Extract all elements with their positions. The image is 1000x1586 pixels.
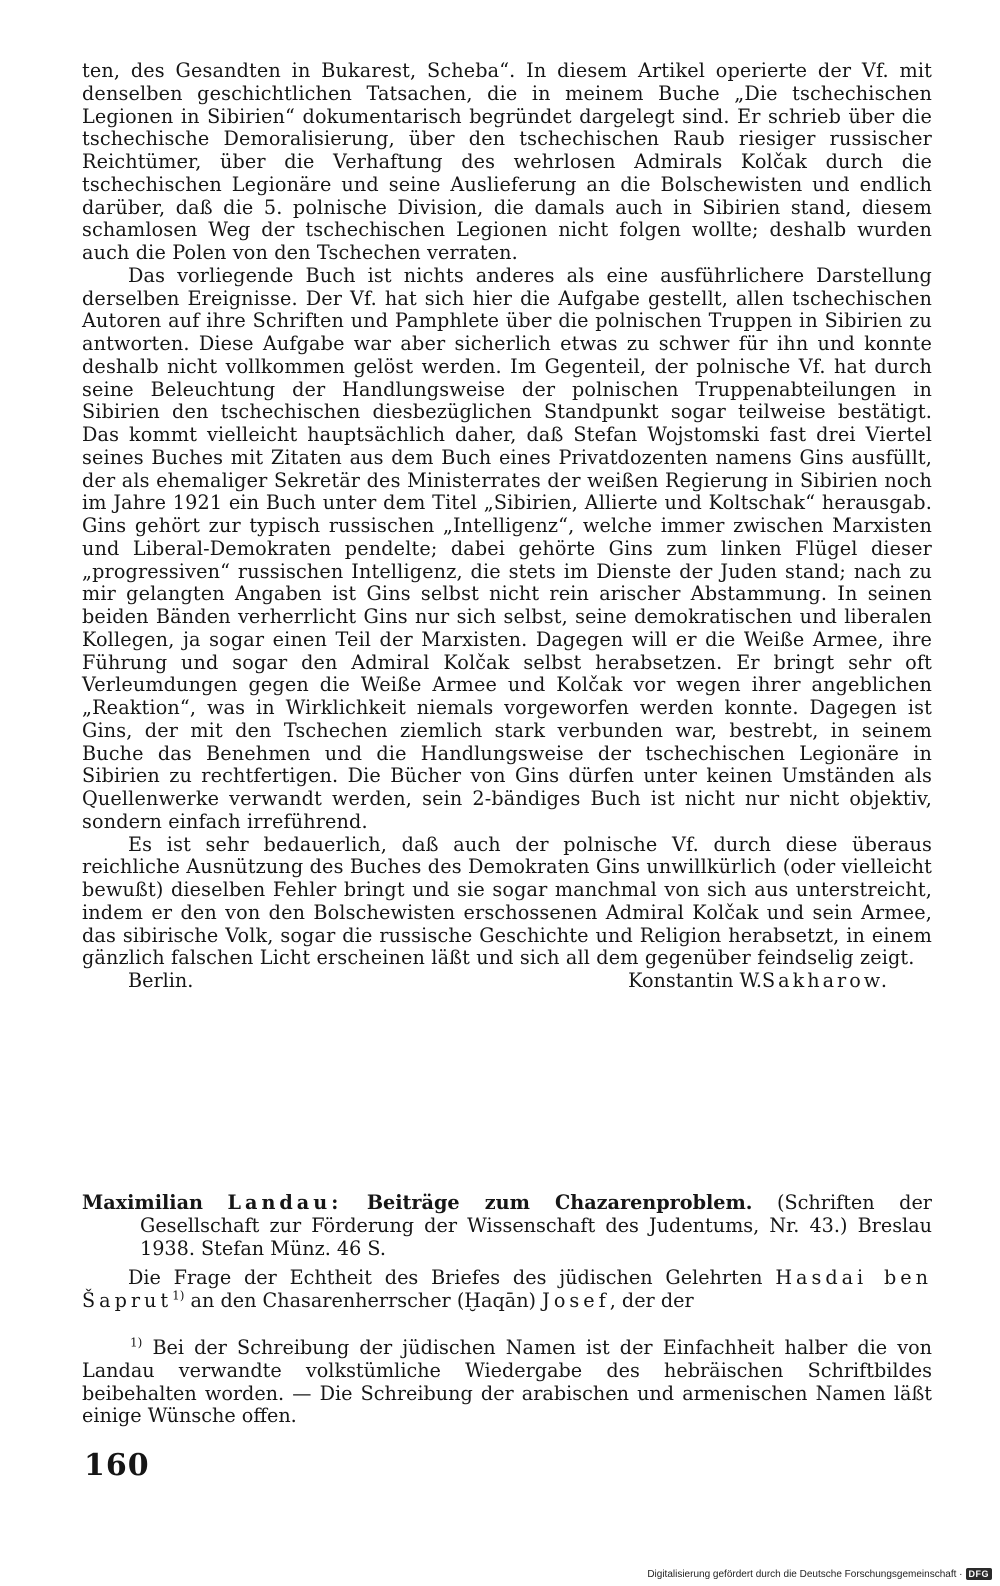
review-heading	[82, 1192, 932, 1260]
signature-place: Berlin.	[128, 969, 194, 992]
page-number: 160	[84, 1448, 150, 1483]
review-author-last: Landau:	[227, 1191, 343, 1214]
signature-last: Sakharow.	[762, 969, 890, 992]
signature-line	[82, 970, 932, 993]
review-details: (Schriften der Gesellschaft zur Förderung der Wissenschaft des Judentums, Nr. 43.) Breslau 1938. Stefan Münz. 46 S.	[140, 1191, 932, 1260]
credit-text: Digitalisierung gefördert durch die Deutsche Forschungsgemeinschaft ·	[647, 1568, 963, 1580]
review-text	[82, 1267, 932, 1313]
review-text-3: , der der	[609, 1289, 694, 1312]
dfg-logo: DFG	[966, 1568, 993, 1580]
review-author-first: Maximilian	[82, 1191, 203, 1214]
review-name-1: Hasdai ben Šaprut	[82, 1266, 932, 1312]
footnote-text: Bei der Schreibung der jüdischen Namen ist der Einfachheit halber die von Landau verwandte volkstümliche Wiedergabe des hebräischen Schriftbildes beibehalten worden. — Die Schreibung der arabischen und armenischen Namen läßt einige Wünsche offen.	[82, 1336, 932, 1428]
review-text-2: an den Chasarenherrscher (Ḫaqān)	[190, 1289, 537, 1312]
footnote-marker: 1)	[130, 1335, 143, 1350]
footnote	[82, 1337, 932, 1428]
review-title: Beiträge zum Chazarenproblem.	[366, 1191, 753, 1214]
footnote-text-block	[82, 1337, 932, 1428]
digitization-credit	[647, 1568, 992, 1580]
signature-first: Konstantin W.	[628, 969, 763, 992]
signature-author	[628, 970, 890, 993]
paragraph-3: Es ist sehr bedauerlich, daß auch der polnische Vf. durch diese überaus reichliche Ausnützung des Buches des Demokraten Gins unwillkürlich (oder vielleicht bewußt) dieselben Fehler bringt und sie sogar manchmal von sich aus unterstreicht, indem er den von den Bolschewisten erschossenen Admiral Kolčak und sein Armee, das sibirische Volk, sogar die russische Geschichte und Religion herabsetzt, in einem gänzlich falschen Licht erscheinen läßt und sich all dem gegenüber feindselig zeigt.	[82, 832, 932, 970]
review-name-2: Josef	[542, 1289, 610, 1312]
paragraph-1: ten, des Gesandten in Bukarest, Scheba“. In diesem Artikel operierte der Vf. mit denselben geschichtlichen Tatsachen, die in meinem Buche „Die tschechischen Legionen in Sibirien“ dokumentarisch begründet dargelegt sind. Er schrieb über die tschechische Demoralisierung, über den tschechischen Raub riesiger russischer Reichtümer, über die Verhaftung des wehrlosen Admirals Kolčak durch die tschechischen Legionäre und seine Auslieferung an die Bolschewisten und endlich darüber, daß die 5. polnische Division, die damals auch in Sibirien stand, diesem schamlosen Weg der tschechischen Legionen nicht folgen wollte; deshalb wurden auch die Polen von den Tschechen verraten.	[82, 59, 932, 264]
review-text-1: Die Frage der Echtheit des Briefes des jüdischen Gelehrten	[128, 1266, 763, 1290]
footnote-ref: 1)	[172, 1288, 185, 1303]
paragraph-2: Das vorliegende Buch ist nichts anderes als eine ausführlichere Darstellung derselben Ereignisse. Der Vf. hat sich hier die Aufgabe gestellt, allen tschechischen Autoren auf ihre Schriften und Pamphlete über die polnischen Truppen in Sibirien zu antworten. Diese Aufgabe war aber sicherlich etwas zu schwer für ihn und konnte deshalb nicht vollkommen gelöst werden. Im Gegenteil, der polnische Vf. hat durch seine Beleuchtung der Handlungsweise der polnischen Truppenabteilungen in Sibirien den tschechischen diesbezüglichen Standpunkt sogar teilweise bestätigt. Das kommt vielleicht hauptsächlich daher, daß Stefan Wojstomski fast drei Viertel seines Buches mit Zitaten aus dem Buch eines Privatdozenten namens Gins ausfüllt, der als ehemaliger Sekretär des Ministerrates der weißen Regierung in Sibirien noch im Jahre 1921 ein Buch unter dem Titel „Sibirien, Allierte und Koltschak“ herausgab. Gins gehört zur typisch russischen „Intelligenz“, welche immer zwischen Marxisten und Liberal-Demokraten pendelte; dabei gehörte Gins zum linken Flügel dieser „progressiven“ russischen Intelligenz, die stets im Dienste der Juden stand; nach zu mir gelangten Angaben ist Gins selbst nicht rein arischer Abstammung. In seinen beiden Bänden verherrlicht Gins nur sich selbst, seine demokratischen und liberalen Kollegen, ja sogar einen Teil der Marxisten. Dagegen will er die Weiße Armee, ihre Führung und sogar den Admiral Kolčak selbst herabsetzen. Er bringt sehr oft Verleumdungen gegen die Weiße Armee und Kolčak vor wegen ihrer angeblichen „Reaktion“, was in Wirklichkeit niemals vorgeworfen werden konnte. Dagegen ist Gins, der mit den Tschechen ziemlich stark verbunden war, bestrebt, in seinem Buche das Benehmen und die Handlungsweise der tschechischen Legionäre in Sibirien zu rechtfertigen. Die Bücher von Gins dürfen unter keinen Umständen als Quellenwerke verwandt werden, sein 2-bändiges Buch ist nicht nur nicht objektiv, sondern einfach irreführend.	[82, 263, 932, 833]
article-body	[82, 60, 932, 993]
review-section	[82, 1192, 932, 1313]
